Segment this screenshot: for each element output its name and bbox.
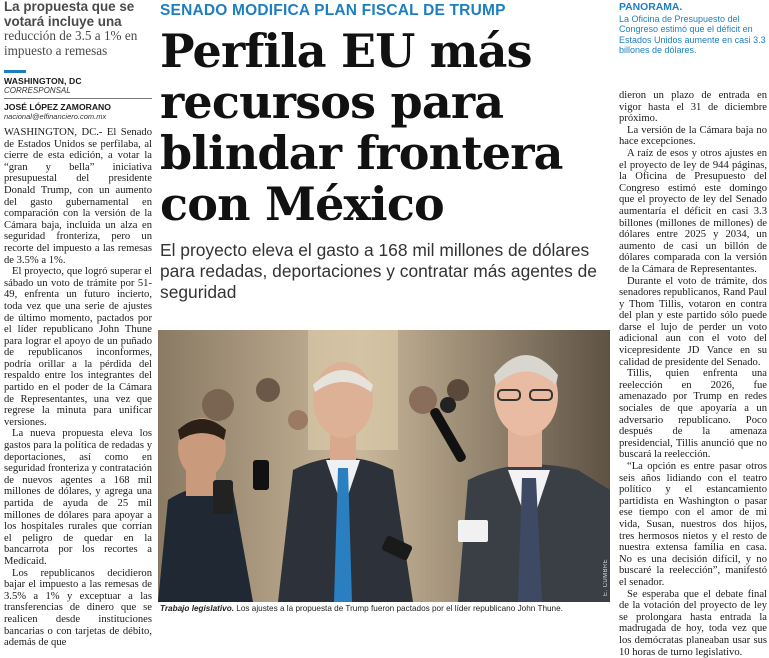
- deck: El proyecto eleva el gasto a 168 mil millones de dólares para redadas, deportaciones y contratar más agentes de seguridad: [160, 240, 597, 302]
- headline: [160, 26, 610, 230]
- photo-credit: E. CUMBRE: [603, 559, 609, 596]
- photo-illustration: [158, 330, 610, 602]
- paragraph: El proyecto, que logró superar el sábado un voto de trámite por 51-49, enfrenta un futuro incierto, toda vez que una serie de ajustes de último momento, pactados por el líder republicano John Thune para lograr el apoyo de un puñado de republicanos inconformes, podría orillar a la pérdida del respaldo entre los integrantes del partido en el poder de la Cámara de Representantes, una vez que regrese la minuta para unificar versiones.: [4, 266, 152, 428]
- news-photo: [158, 330, 610, 602]
- dateline-role: CORRESPONSAL: [4, 86, 71, 95]
- paragraph: Se esperaba que el debate final de la votación del proyecto de ley se prolongara hasta entrada la madrugada de hoy, toda vez que los demócratas planeaban usar sus 10 horas de turno legislativo.: [619, 588, 767, 658]
- photo-caption: [160, 604, 612, 613]
- headline-line: con México: [160, 177, 444, 231]
- accent-rule: [4, 70, 26, 73]
- teaser: [4, 0, 152, 58]
- byline-name: JOSÉ LÓPEZ ZAMORANO: [4, 102, 111, 112]
- caption-text: Los ajustes a la propuesta de Trump fueron pactados por el líder republicano John Thune.: [234, 604, 563, 613]
- teaser-lead: La propuesta que se votará incluye una: [4, 0, 135, 29]
- panorama-title: PANORAMA.: [619, 2, 683, 13]
- paragraph: dieron un plazo de entrada en vigor hasta el 31 de diciembre próximo.: [619, 90, 767, 125]
- dateline-city: WASHINGTON, DC: [4, 76, 82, 86]
- panorama-text: La Oficina de Presupuesto del Congreso estimó que el déficit en Estados Unidos aumente en casi 3.3 billones de dólares.: [619, 14, 766, 56]
- headline-line: Perfila EU más: [160, 24, 532, 78]
- teaser-rest: reducción de 3.5 a 1% en impuesto a remesas: [4, 28, 138, 58]
- paragraph: Tillis, quien enfrenta una reelección en 2026, fue amenazado por Trump en redes sociales de que apoyaría a un adversario republicano. Poco después de la amenaza presidencial, Tillis anunció que no buscará la reelección.: [619, 368, 767, 461]
- paragraph: A raíz de esos y otros ajustes en el proyecto de ley de 944 páginas, la Oficina de Presupuesto del Congreso estimó este domingo que el proyecto de ley del Senado aumentaría el déficit en casi 3.3 billones (millones de millones) de dólares entre 2025 y 2034, un aumento de casi un billón de dólares comparada con la versión de la Cámara de Representantes.: [619, 147, 767, 275]
- center-column: [158, 0, 610, 619]
- caption-label: Trabajo legislativo.: [160, 604, 235, 613]
- right-column: [619, 0, 767, 658]
- right-body: [619, 90, 767, 658]
- paragraph: La versión de la Cámara baja no hace excepciones.: [619, 124, 767, 148]
- kicker: SENADO MODIFICA PLAN FISCAL DE TRUMP: [160, 2, 506, 19]
- paragraph: Durante el voto de trámite, dos senadores republicanos, Rand Paul y Thom Tillis, votaron en contra del plan y este partido sólo puede darse el lujo de perder un voto adicional aun con el voto del vicepresidente JD Vance en su calidad de presidente del Senado.: [619, 275, 767, 368]
- left-column: [4, 0, 152, 649]
- paragraph: La nueva propuesta eleva los gastos para la política de redadas y deportaciones, así como en seguridad fronteriza y contratación de nuevos agentes a 168 mil millones de dólares, y agrega una partida de ayuda de 25 mil millones de dólares para apoyar a los hospitales rurales que corrían el peligro de quedar en la bancarrota por los recortes a Medicaid.: [4, 428, 152, 567]
- headline-line: recursos para: [160, 75, 504, 129]
- byline-email: nacional@elfinanciero.com.mx: [4, 112, 107, 121]
- paragraph: WASHINGTON, DC.- El Senado de Estados Unidos se perfilaba, al cierre de esta edición, a votar la “gran y bella” iniciativa presupuestal del presidente Donald Trump, con un aumento del gasto gubernamental en comparación con la versión de la Cámara baja, incluida un alza en seguridad fronteriza, pero un recorte del impuesto a las remesas de 3.5% a 1%.: [4, 127, 152, 266]
- paragraph: Los republicanos decidieron bajar el impuesto a las remesas de 3.5% a 1% y exceptuar a las transferencias de dinero que se realicen desde instituciones bancarias o con tarjetas de débito, además de que: [4, 567, 152, 649]
- divider: [4, 98, 152, 99]
- headline-line: blindar frontera: [160, 126, 563, 180]
- paragraph: “La opción es entre pasar otros seis años lidiando con el teatro político y el estancamiento partidista en Washington o pasar ese tiempo con el amor de mi vida, Susan, nuestros dos hijos, tres hermosos nietos y el resto de nuestra extensa familia en casa. No es una decisión difícil, y no buscaré la reelección”, manifestó el senador.: [619, 461, 767, 588]
